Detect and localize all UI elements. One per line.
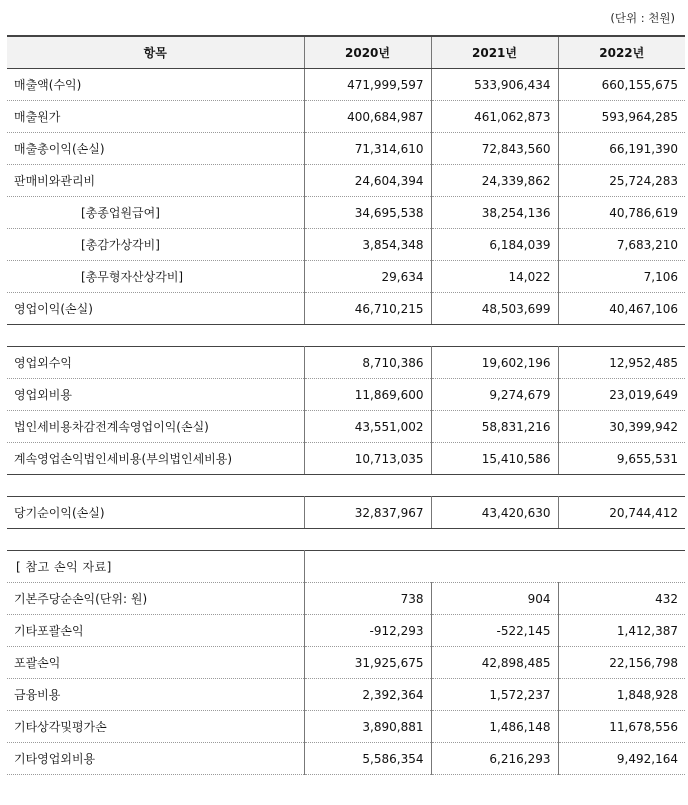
table-row xyxy=(7,165,685,197)
row-value: 7,683,210 xyxy=(558,229,685,261)
table-row xyxy=(7,411,685,443)
row-label: 기타상각및평가손 xyxy=(7,711,304,743)
table-row xyxy=(7,133,685,165)
row-value: 10,713,035 xyxy=(304,443,431,475)
row-value: 30,399,942 xyxy=(558,411,685,443)
row-label: 판매비와관리비 xyxy=(7,165,304,197)
row-value: 593,964,285 xyxy=(558,101,685,133)
table-row xyxy=(7,197,685,229)
reference-title: [ 참고 손익 자료] xyxy=(7,551,304,583)
row-value: 3,890,881 xyxy=(304,711,431,743)
unit-label: (단위 : 천원) xyxy=(610,11,675,25)
row-value: 9,655,531 xyxy=(558,443,685,475)
row-value: 12,952,485 xyxy=(558,347,685,379)
row-value: 31,925,675 xyxy=(304,647,431,679)
row-value: 32,837,967 xyxy=(304,497,431,529)
row-value: 66,191,390 xyxy=(558,133,685,165)
row-value: 2,392,364 xyxy=(304,679,431,711)
row-label: 기본주당순손익(단위: 원) xyxy=(7,583,304,615)
table-row xyxy=(7,101,685,133)
table-row xyxy=(7,229,685,261)
header-year-2021: 2021년 xyxy=(431,36,558,69)
row-label: [총감가상각비] xyxy=(7,229,304,261)
row-value: 48,503,699 xyxy=(431,293,558,325)
row-value: 6,216,293 xyxy=(431,743,558,775)
row-value: 19,602,196 xyxy=(431,347,558,379)
income-statement-table xyxy=(7,35,685,775)
table-row xyxy=(7,443,685,475)
row-value: 8,710,386 xyxy=(304,347,431,379)
row-value: 11,869,600 xyxy=(304,379,431,411)
spacer-cell xyxy=(7,529,304,551)
table-row xyxy=(7,293,685,325)
table-row xyxy=(7,711,685,743)
row-label: 기타영업외비용 xyxy=(7,743,304,775)
row-value: 11,678,556 xyxy=(558,711,685,743)
table-body xyxy=(7,69,685,775)
row-label: 당기순이익(손실) xyxy=(7,497,304,529)
row-value: 15,410,586 xyxy=(431,443,558,475)
row-value: 43,551,002 xyxy=(304,411,431,443)
table-row xyxy=(7,679,685,711)
spacer-cell xyxy=(7,325,304,347)
table-row xyxy=(7,615,685,647)
row-value: 40,786,619 xyxy=(558,197,685,229)
row-label: 영업이익(손실) xyxy=(7,293,304,325)
row-value: 660,155,675 xyxy=(558,69,685,101)
row-label: 매출원가 xyxy=(7,101,304,133)
header-year-2020: 2020년 xyxy=(304,36,431,69)
reference-header-row xyxy=(7,551,685,583)
row-value: 14,022 xyxy=(431,261,558,293)
spacer-row xyxy=(7,475,685,497)
table-row xyxy=(7,743,685,775)
row-label: 영업외비용 xyxy=(7,379,304,411)
row-value: 533,906,434 xyxy=(431,69,558,101)
row-value: -522,145 xyxy=(431,615,558,647)
spacer-cell xyxy=(558,529,685,551)
row-label: 매출액(수익) xyxy=(7,69,304,101)
row-value: 40,467,106 xyxy=(558,293,685,325)
row-value: 738 xyxy=(304,583,431,615)
row-value: 29,634 xyxy=(304,261,431,293)
row-value: -912,293 xyxy=(304,615,431,647)
row-value: 43,420,630 xyxy=(431,497,558,529)
row-value: 38,254,136 xyxy=(431,197,558,229)
table-row xyxy=(7,347,685,379)
spacer-cell xyxy=(304,475,431,497)
row-value: 471,999,597 xyxy=(304,69,431,101)
row-value: 9,274,679 xyxy=(431,379,558,411)
row-value: 1,412,387 xyxy=(558,615,685,647)
row-value: 400,684,987 xyxy=(304,101,431,133)
row-value: 461,062,873 xyxy=(431,101,558,133)
row-label: 영업외수익 xyxy=(7,347,304,379)
row-label: 법인세비용차감전계속영업이익(손실) xyxy=(7,411,304,443)
table-row xyxy=(7,583,685,615)
spacer-cell xyxy=(558,475,685,497)
row-value: 5,586,354 xyxy=(304,743,431,775)
row-value: 46,710,215 xyxy=(304,293,431,325)
spacer-cell xyxy=(431,475,558,497)
row-value: 72,843,560 xyxy=(431,133,558,165)
row-value: 34,695,538 xyxy=(304,197,431,229)
row-value: 20,744,412 xyxy=(558,497,685,529)
table-row xyxy=(7,497,685,529)
spacer-row xyxy=(7,529,685,551)
spacer-cell xyxy=(431,325,558,347)
row-label: 포괄손익 xyxy=(7,647,304,679)
spacer-cell xyxy=(304,529,431,551)
row-value: 71,314,610 xyxy=(304,133,431,165)
row-value: 23,019,649 xyxy=(558,379,685,411)
table-row xyxy=(7,379,685,411)
row-value: 42,898,485 xyxy=(431,647,558,679)
row-value: 25,724,283 xyxy=(558,165,685,197)
reference-header-blank xyxy=(304,551,685,583)
row-label: [총무형자산상각비] xyxy=(7,261,304,293)
row-label: 매출총이익(손실) xyxy=(7,133,304,165)
row-value: 6,184,039 xyxy=(431,229,558,261)
row-value: 3,854,348 xyxy=(304,229,431,261)
row-value: 58,831,216 xyxy=(431,411,558,443)
spacer-cell xyxy=(431,529,558,551)
row-value: 904 xyxy=(431,583,558,615)
row-value: 9,492,164 xyxy=(558,743,685,775)
spacer-cell xyxy=(304,325,431,347)
spacer-row xyxy=(7,325,685,347)
row-label: 계속영업손익법인세비용(부의법인세비용) xyxy=(7,443,304,475)
header-year-2022: 2022년 xyxy=(558,36,685,69)
row-label: 기타포괄손익 xyxy=(7,615,304,647)
row-value: 24,339,862 xyxy=(431,165,558,197)
row-value: 22,156,798 xyxy=(558,647,685,679)
row-value: 1,486,148 xyxy=(431,711,558,743)
row-label: 금융비용 xyxy=(7,679,304,711)
spacer-cell xyxy=(558,325,685,347)
header-item: 항목 xyxy=(7,36,304,69)
table-row xyxy=(7,261,685,293)
row-value: 1,848,928 xyxy=(558,679,685,711)
table-row xyxy=(7,69,685,101)
row-value: 432 xyxy=(558,583,685,615)
spacer-cell xyxy=(7,475,304,497)
table-row xyxy=(7,647,685,679)
row-value: 1,572,237 xyxy=(431,679,558,711)
table-header-row xyxy=(7,36,685,69)
row-value: 7,106 xyxy=(558,261,685,293)
row-value: 24,604,394 xyxy=(304,165,431,197)
row-label: [총종업원급여] xyxy=(7,197,304,229)
